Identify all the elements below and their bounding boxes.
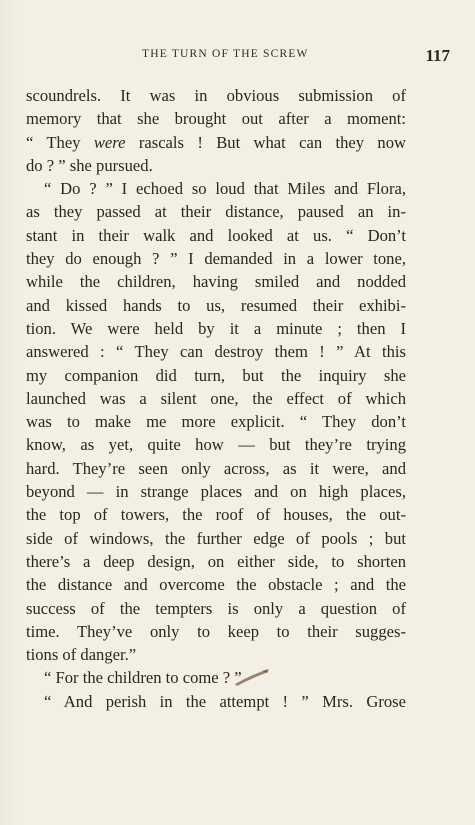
- text-fragment: rascals ! But what can they now: [125, 132, 406, 152]
- pencil-mark-icon: [232, 666, 272, 688]
- text-line: the distance and overcome the obstacle ; and the: [26, 575, 406, 595]
- text-line: stant in their walk and looked at us. “ Don’t: [26, 225, 406, 245]
- text-line: tion. We were held by it a minute ; then I: [26, 318, 406, 338]
- text-line: “ For the children to come ? ”: [44, 668, 242, 688]
- text-line: was to make me more explicit. “ They don’t: [26, 412, 406, 432]
- text-line: “ And perish in the attempt ! ” Mrs. Grose: [44, 691, 406, 711]
- body-text: [26, 84, 406, 713]
- text-line: my companion did turn, but the inquiry she: [26, 365, 406, 385]
- running-title: THE TURN OF THE SCREW: [142, 48, 309, 60]
- text-line: “ Do ? ” I echoed so loud that Miles and Flora,: [44, 179, 406, 199]
- text-line: the top of towers, the roof of houses, the out-: [26, 505, 406, 525]
- text-line: as they passed at their distance, paused an in-: [26, 202, 406, 222]
- text-line: success of the tempters is only a question of: [26, 598, 406, 618]
- text-line: and kissed hands to us, resumed their exhibi-: [26, 295, 406, 315]
- text-line: tions of danger.”: [26, 645, 137, 665]
- text-line: memory that she brought out after a moment:: [26, 109, 406, 129]
- text-line: do ? ” she pursued.: [26, 155, 153, 175]
- text-line: hard. They’re seen only across, as it were, and: [26, 458, 406, 478]
- text-line: they do enough ? ” I demanded in a lower tone,: [26, 249, 406, 269]
- text-line: know, as yet, quite how — but they’re trying: [26, 435, 406, 455]
- text-line: [26, 131, 406, 154]
- text-fragment: “ They: [26, 132, 94, 152]
- text-line: launched was a silent one, the effect of which: [26, 388, 406, 408]
- text-line: scoundrels. It was in obvious submission of: [26, 86, 406, 105]
- page-number: 117: [425, 46, 450, 65]
- text-line: beyond — in strange places and on high places,: [26, 482, 406, 502]
- text-line: there’s a deep design, on either side, to shorten: [26, 551, 406, 571]
- running-head: [26, 46, 450, 66]
- italic-word: were: [93, 132, 126, 152]
- text-line: while the children, having smiled and nodded: [26, 272, 406, 292]
- text-line: side of windows, the further edge of pools ; but: [26, 528, 406, 548]
- text-line: time. They’ve only to keep to their sugges-: [26, 621, 406, 641]
- text-line: answered : “ They can destroy them ! ” At this: [26, 342, 406, 362]
